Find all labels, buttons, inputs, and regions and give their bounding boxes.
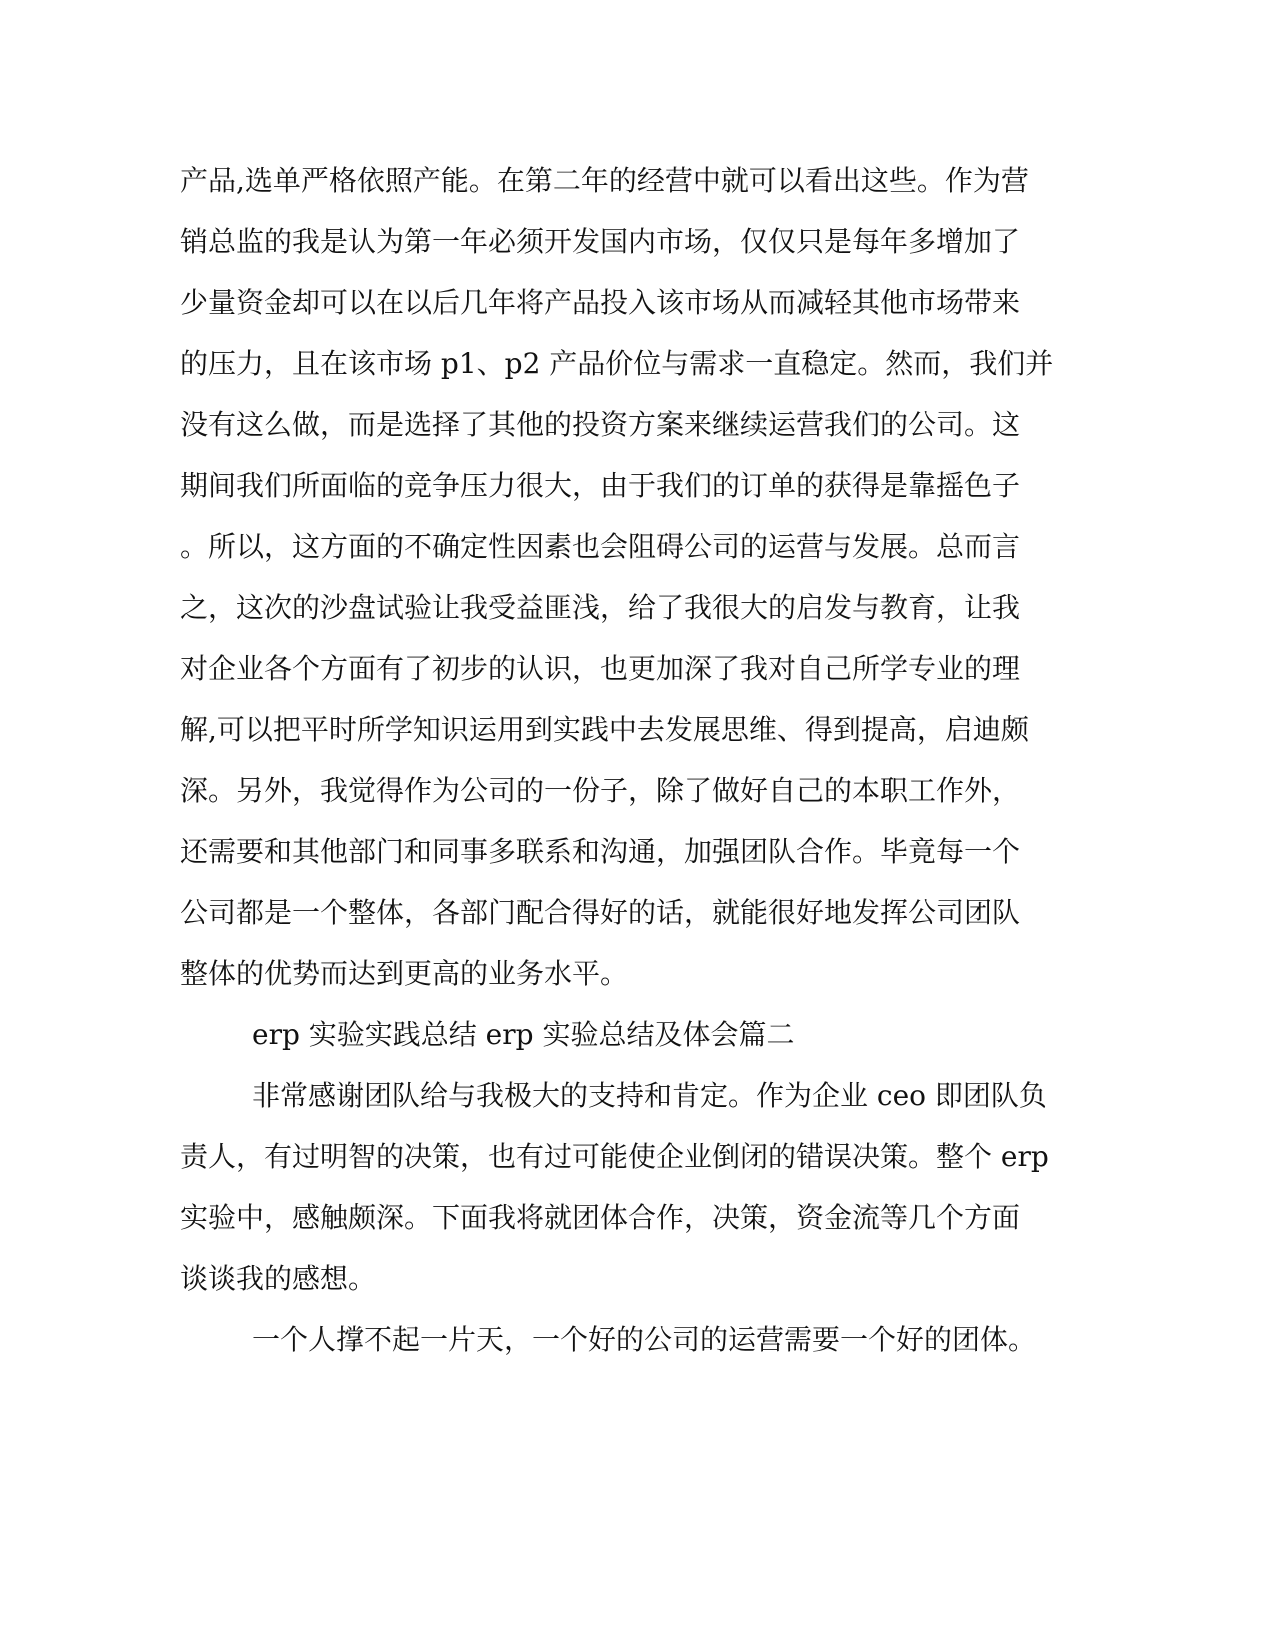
text-line: 非常感谢团队给与我极大的支持和肯定。作为企业 ceo 即团队负 — [252, 1079, 1047, 1112]
text-line: 期间我们所面临的竞争压力很大，由于我们的订单的获得是靠摇色子 — [180, 469, 1021, 502]
text-line: 实验中，感触颇深。下面我将就团体合作，决策，资金流等几个方面 — [180, 1201, 1021, 1234]
section-heading: erp 实验实践总结 erp 实验总结及体会篇二 — [252, 1018, 795, 1051]
text-line: 还需要和其他部门和同事多联系和沟通，加强团队合作。毕竟每一个 — [180, 835, 1021, 868]
document-body — [180, 150, 1054, 1370]
text-line: 的压力，且在该市场 p1、p2 产品价位与需求一直稳定。然而，我们并 — [180, 347, 1054, 380]
text-line: 深。另外，我觉得作为公司的一份子，除了做好自己的本职工作外， — [180, 774, 1021, 807]
text-line: 责人，有过明智的决策，也有过可能使企业倒闭的错误决策。整个 erp — [180, 1140, 1049, 1173]
text-line: 解,可以把平时所学知识运用到实践中去发展思维、得到提高，启迪颇 — [180, 713, 1029, 746]
text-line: 之，这次的沙盘试验让我受益匪浅，给了我很大的启发与教育，让我 — [180, 591, 1021, 624]
text-line: 对企业各个方面有了初步的认识，也更加深了我对自己所学专业的理 — [180, 652, 1021, 685]
paragraph-1 — [180, 150, 1054, 1004]
paragraph-3 — [180, 1309, 1040, 1370]
text-line: 。所以，这方面的不确定性因素也会阻碍公司的运营与发展。总而言 — [180, 530, 1021, 563]
text-line: 一个人撑不起一片天，一个好的公司的运营需要一个好的团体。 — [252, 1323, 1037, 1356]
paragraph-2 — [180, 1065, 1049, 1309]
text-line: 没有这么做，而是选择了其他的投资方案来继续运营我们的公司。这 — [180, 408, 1021, 441]
text-line: 整体的优势而达到更高的业务水平。 — [180, 957, 629, 990]
text-line: 产品,选单严格依照产能。在第二年的经营中就可以看出这些。作为营 — [180, 164, 1029, 197]
text-line: 公司都是一个整体，各部门配合得好的话，就能很好地发挥公司团队 — [180, 896, 1021, 929]
text-line: 谈谈我的感想。 — [180, 1262, 377, 1295]
text-line: 少量资金却可以在以后几年将产品投入该市场从而减轻其他市场带来 — [180, 286, 1021, 319]
text-line: 销总监的我是认为第一年必须开发国内市场，仅仅只是每年多增加了 — [180, 225, 1021, 258]
